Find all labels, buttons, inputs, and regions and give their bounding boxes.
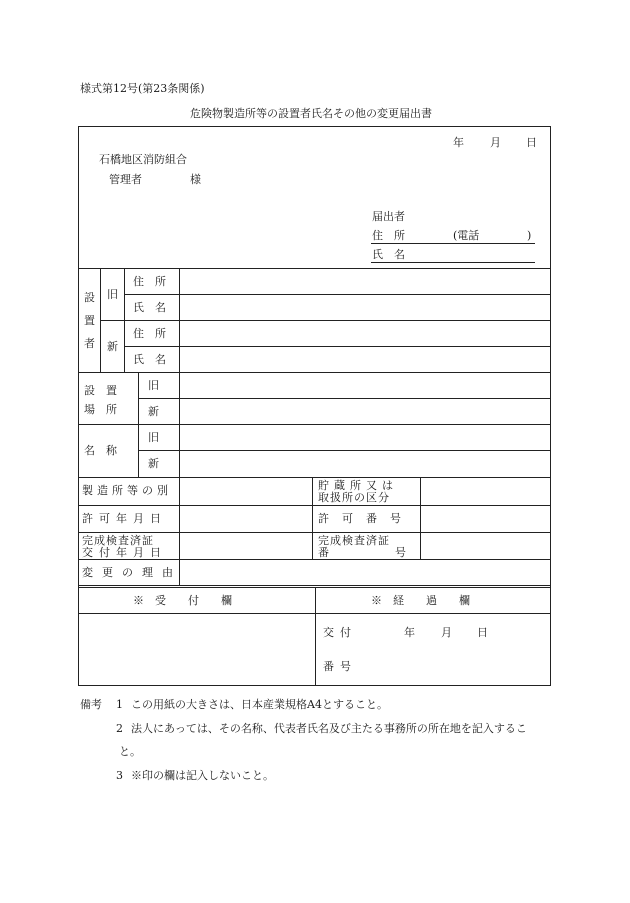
addressee-org: 石橋地区消防組合 <box>99 153 187 166</box>
installer-label-1: 設 <box>84 291 95 304</box>
location-new: 新 <box>148 405 159 418</box>
applicant-label: 届出者 <box>372 210 405 223</box>
vrule-office <box>315 587 316 686</box>
date-month: 月 <box>490 136 501 149</box>
applicant-address-underline <box>371 243 535 244</box>
note-2-text-b: と。 <box>119 745 141 758</box>
rule-new-mid <box>124 346 551 347</box>
issued-year: 年 <box>404 626 415 639</box>
applicant-phone-close: ) <box>527 229 532 242</box>
note-2-text-a: 法人にあっては、その名称、代表者氏名及び主たる事務所の所在地を記入するこ <box>131 722 527 735</box>
form-title: 危険物製造所等の設置者氏名その他の変更届出書 <box>190 107 432 120</box>
change-reason-label: 変更の理由 <box>82 566 182 579</box>
naming-label: 名 称 <box>84 444 117 457</box>
facility-type-label: 製造所等の別 <box>82 484 172 497</box>
form-number: 様式第12号(第23条関係) <box>80 82 205 95</box>
inspection-number-label-2: 番号 <box>318 546 472 559</box>
note-1-number: 1 <box>116 698 123 711</box>
installer-new: 新 <box>107 340 118 353</box>
note-3-number: 3 <box>116 769 123 782</box>
location-label-1: 設 置 <box>84 384 117 397</box>
permit-number-label: 許可番号 <box>318 512 414 525</box>
installer-new-address: 住 所 <box>133 327 166 340</box>
issued-day: 日 <box>477 626 488 639</box>
issued-label: 交付 <box>323 626 357 639</box>
issued-month: 月 <box>441 626 452 639</box>
rule-old-mid <box>124 294 551 295</box>
installer-old-address: 住 所 <box>133 275 166 288</box>
rule-top-section <box>78 268 551 269</box>
rule-location-mid <box>138 398 551 399</box>
rule-installer-end <box>78 372 551 373</box>
permit-date-label: 許可年月日 <box>82 512 167 525</box>
applicant-address-label: 住 所 <box>372 229 405 242</box>
naming-new: 新 <box>148 457 159 470</box>
notes-label: 備考 <box>80 698 102 711</box>
applicant-name-underline <box>371 262 535 263</box>
inspection-number-label-1: 完成検査済証 <box>318 534 390 547</box>
storage-class-label-1: 貯蔵所又は <box>318 479 398 492</box>
installer-label-2: 置 <box>84 314 95 327</box>
rule-permit-end <box>78 532 551 533</box>
reception-header: ※ 受 付 欄 <box>133 594 232 607</box>
date-day: 日 <box>526 136 537 149</box>
addressee-manager: 管理者 <box>109 173 142 186</box>
inspection-date-label-2: 交付年月日 <box>82 546 167 559</box>
rule-facility-end <box>78 505 551 506</box>
vrule-installer-label <box>100 268 101 372</box>
office-number-label: 番号 <box>323 660 357 673</box>
inspection-date-label-1: 完成検査済証 <box>82 534 154 547</box>
installer-label-3: 者 <box>84 337 95 350</box>
rule-location-end <box>78 424 551 425</box>
installer-old: 旧 <box>107 288 118 301</box>
naming-old: 旧 <box>148 431 159 444</box>
applicant-name-label: 氏 名 <box>372 248 405 261</box>
rule-old-new <box>100 320 551 321</box>
installer-old-name: 氏 名 <box>133 301 166 314</box>
rule-inspection-end <box>78 559 551 560</box>
date-year: 年 <box>453 136 464 149</box>
location-old: 旧 <box>148 379 159 392</box>
vrule-value-left <box>179 268 180 586</box>
location-label-2: 場 所 <box>84 403 117 416</box>
progress-header: ※ 経 過 欄 <box>371 594 470 607</box>
applicant-phone-open: (電話 <box>453 229 480 242</box>
vrule-location-name <box>138 372 139 477</box>
rule-name-end <box>78 477 551 478</box>
storage-class-label-2: 取扱所の区分 <box>318 491 390 504</box>
note-3-text: ※印の欄は記入しないこと。 <box>131 769 274 782</box>
installer-new-name: 氏 名 <box>133 353 166 366</box>
note-2-number: 2 <box>116 722 123 735</box>
note-1-text: この用紙の大きさは、日本産業規格A4とすること。 <box>131 698 388 711</box>
rule-reason-end-1 <box>78 585 551 586</box>
addressee-honorific: 様 <box>190 173 201 186</box>
rule-name-mid <box>138 450 551 451</box>
vrule-installer-oldnew <box>124 268 125 372</box>
vrule-mid-left <box>312 477 313 559</box>
